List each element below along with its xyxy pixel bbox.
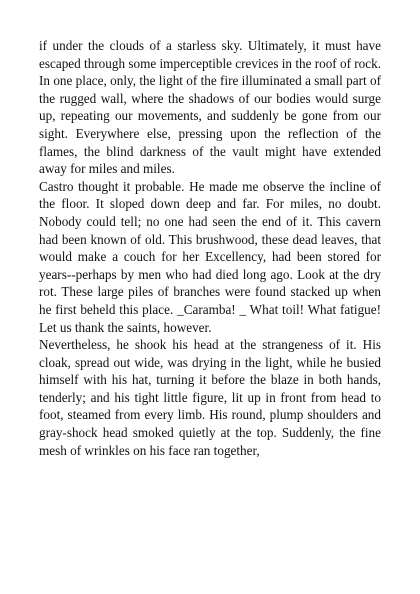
paragraph-3: Nevertheless, he shook his head at the strangeness of it. His cloak, spread out wide, was drying in the light, while he busied himself with his hat, turning it before the blaze in both hands, tenderly; and his tight little figure, lit up in front from head to foot, steamed from every limb. His round, plump shoulders and gray-shock head smoked quietly at the top. Suddenly, the fine mesh of wrinkles on his face ran together, [39,337,381,458]
page-text [39,37,381,459]
paragraph-1: if under the clouds of a starless sky. Ultimately, it must have escaped through some imperceptible crevices in the roof of rock. In one place, only, the light of the fire illuminated a small part of the rugged wall, where the shadows of our bodies would surge up, repeating our movements, and suddenly be gone from our sight. Everywhere else, pressing upon the reflection of the flames, the blind darkness of the vault might have extended away for miles and miles. [39,38,382,177]
paragraph-2: Castro thought it probable. He made me observe the incline of the floor. It sloped down deep and far. For miles, no doubt. Nobody could tell; no one had seen the end of it. This cavern had been known of old. This brushwood, these dead leaves, that would make a couch for her Excellency, had been stored for years--perhaps by men who had died long ago. Look at the dry rot. These large piles of branches were found stacked up when he first beheld this place. _Caramba! _ What toil! What fatigue! Let us thank the saints, however. [39,178,381,335]
